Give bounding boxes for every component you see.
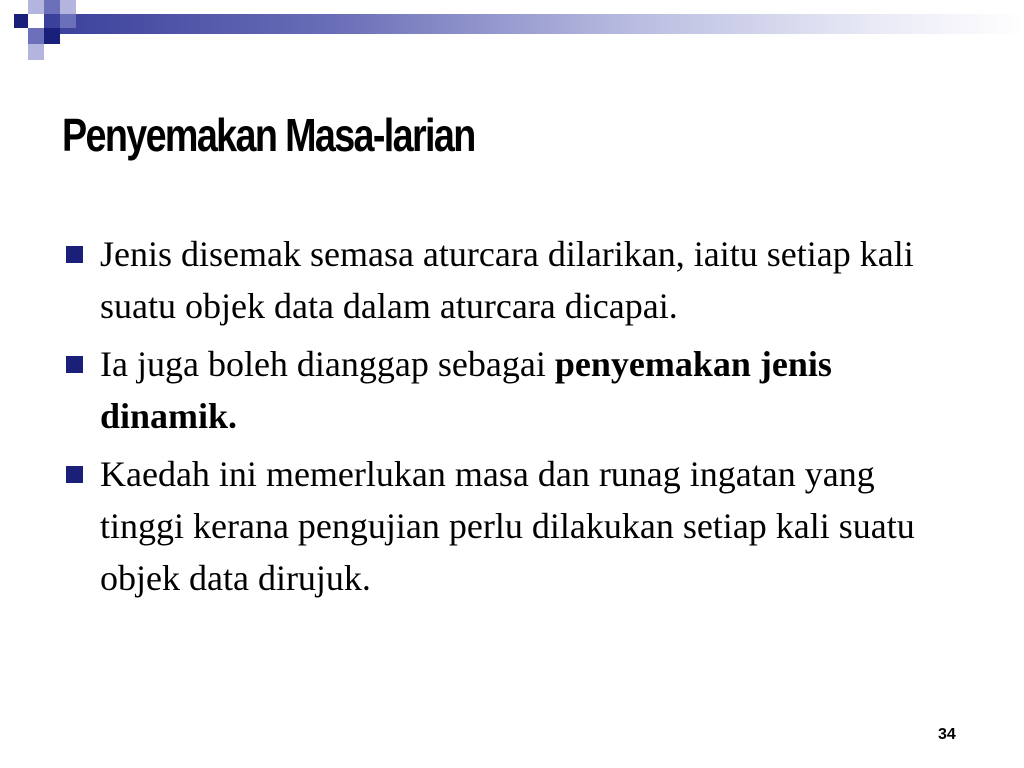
bullet-list [62,228,962,610]
bullet-text: Kaedah ini memerlukan masa dan runag ingatan yang tinggi kerana pengujian perlu dilakukan setiap kali suatu objek data dirujuk. [100,454,915,598]
bullet-text: Jenis disemak semasa aturcara dilarikan, iaitu setiap kali suatu objek data dalam aturcara dicapai. [100,234,914,326]
header-square-icon [28,44,44,60]
page-number: 34 [938,726,956,743]
bullet-bold-text: penyemakan jenis dinamik. [100,344,832,436]
square-bullet-icon [66,356,83,373]
bullet-text: Ia juga boleh dianggap sebagai [100,344,555,384]
bullet-item [62,448,962,604]
header-square-icon [28,28,44,44]
header-square-icon [44,0,60,14]
header-square-icon [60,14,76,28]
square-bullet-icon [66,246,83,263]
bullet-item [62,338,962,442]
header-square-icon [44,28,60,44]
header-square-icon [28,0,44,14]
header-square-icon [60,0,76,14]
square-bullet-icon [66,466,83,483]
header-square-icon [14,14,28,28]
bullet-item [62,228,962,332]
slide-title: Penyemakan Masa-larian [62,109,475,161]
header-gradient-bar [44,14,1024,34]
